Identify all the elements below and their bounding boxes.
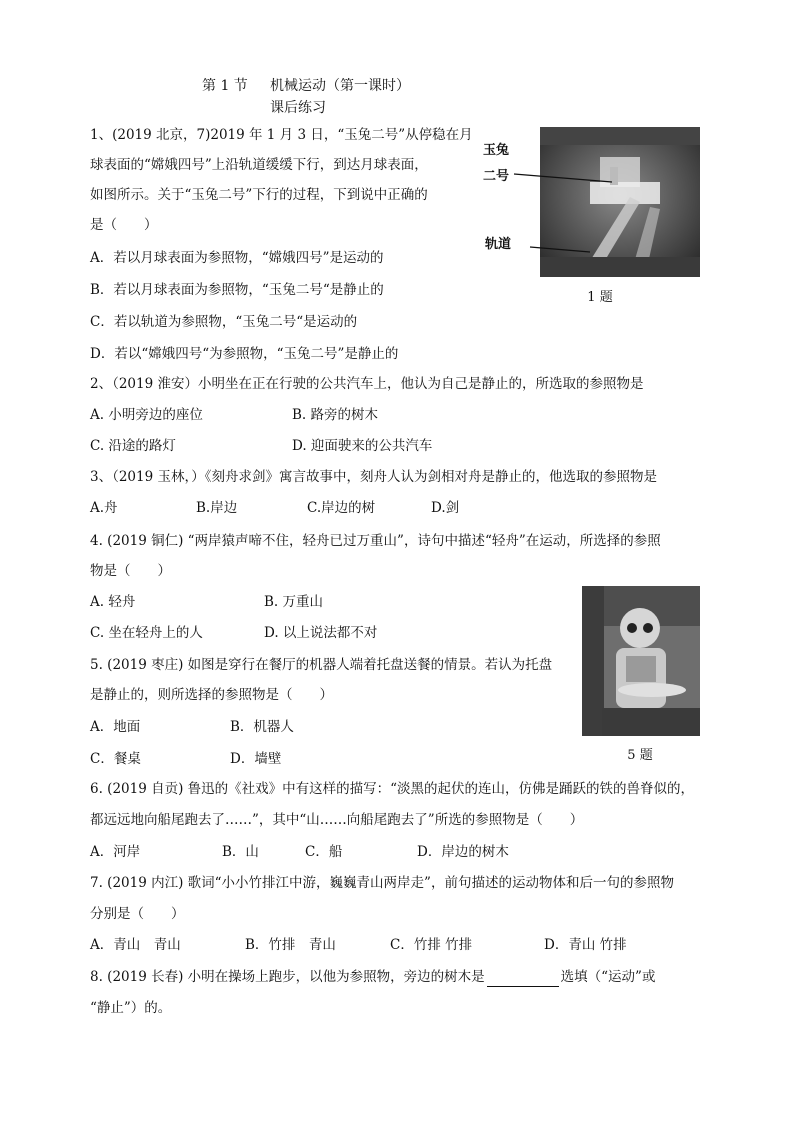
q4-option-d: D. 以上说法都不对: [264, 625, 378, 641]
figure1-pointer-lines: [500, 150, 640, 260]
q1-option-b: B．若以月球表面为参照物，“玉兔二号“是静止的: [90, 282, 384, 298]
q5-stem-line1: 5. (2019 枣庄) 如图是穿行在餐厅的机器人端着托盘送餐的情景。若认为托盘: [90, 657, 553, 673]
q1-stem-line3: 如图所示。关于“玉兔二号”下行的过程，下到说中正确的: [90, 187, 428, 203]
q8-answer-blank[interactable]: [487, 972, 559, 987]
q7-option-a: A．青山 青山: [90, 937, 181, 953]
section-number: 第 1 节: [202, 78, 248, 94]
q5-option-b: B．机器人: [230, 719, 294, 735]
q7-stem-line2: 分别是（ ）: [90, 906, 185, 922]
label-rabbit-line2: 二号: [483, 169, 510, 184]
q1-option-c: C．若以轨道为参照物，“玉兔二号“是运动的: [90, 314, 358, 330]
q1-stem-line4: 是（ ）: [90, 217, 158, 233]
q6-option-a: A．河岸: [90, 844, 141, 860]
label-rabbit-line1: 玉兔: [483, 143, 510, 158]
q5-option-a: A．地面: [90, 719, 141, 735]
q3-option-d: D.剑: [431, 500, 460, 516]
q5-stem-line2: 是静止的，则所选择的参照物是（ ）: [90, 687, 333, 703]
q4-stem-line2: 物是（ ）: [90, 563, 171, 579]
q3-option-a: A.舟: [90, 500, 118, 516]
q6-stem-line2: 都远远地向船尾跑去了……”，其中“山……向船尾跑去了”所选的参照物是（ ）: [90, 812, 584, 828]
q2-stem: 2、（2019 淮安）小明坐在正在行驶的公共汽车上，他认为自己是静止的，所选取的参照物是: [90, 376, 644, 392]
figure1-caption: 1 题: [587, 290, 613, 305]
q1-stem-line2: 球表面的“嫦娥四号”上沿轨道缓缓下行，到达月球表面，: [90, 157, 428, 173]
q2-option-c: C. 沿途的路灯: [90, 438, 176, 454]
q1-option-a: A．若以月球表面为参照物，“嫦娥四号”是运动的: [90, 250, 384, 266]
q1-option-d: D．若以“嫦娥四号“为参照物，“玉兔二号”是静止的: [90, 346, 399, 362]
q7-option-b: B．竹排 青山: [245, 937, 336, 953]
label-track: 轨道: [485, 237, 512, 252]
q7-stem-line1: 7. (2019 内江) 歌词“小小竹排江中游，巍巍青山两岸走”，前句描述的运动物体和后一句的参照物: [90, 875, 674, 891]
q2-option-d: D. 迎面驶来的公共汽车: [292, 438, 433, 454]
q8-stem-line2: “静止”）的。: [90, 1000, 172, 1016]
q3-option-b: B.岸边: [196, 500, 238, 516]
q8-stem-before-blank: 8. (2019 长春) 小明在操场上跑步，以他为参照物，旁边的树木是: [90, 969, 485, 985]
q6-stem-line1: 6. (2019 自贡) 鲁迅的《社戏》中有这样的描写：“淡黑的起伏的连山，仿佛是踊跃的铁的兽脊似的，: [90, 781, 695, 797]
q6-option-d: D．岸边的树木: [417, 844, 509, 860]
q4-option-c: C. 坐在轻舟上的人: [90, 625, 203, 641]
q4-option-b: B. 万重山: [264, 594, 324, 610]
q3-stem: 3、（2019 玉林，）《刻舟求剑》寓言故事中，刻舟人认为剑相对舟是静止的，他选取的参照物是: [90, 469, 657, 485]
q6-option-c: C．船: [305, 844, 343, 860]
figure5-caption: 5 题: [627, 748, 653, 763]
q5-option-d: D．墙壁: [230, 751, 282, 767]
q4-option-a: A. 轻舟: [90, 594, 136, 610]
q2-option-b: B. 路旁的树木: [292, 407, 379, 423]
q1-stem-line1: 1、(2019 北京，7)2019 年 1 月 3 日，“玉兔二号”从停稳在月: [90, 127, 473, 143]
q7-option-c: C．竹排 竹排: [390, 937, 473, 953]
q6-option-b: B．山: [222, 844, 259, 860]
q8-stem-line1: [90, 967, 655, 987]
section-topic: 机械运动（第一课时）: [270, 78, 410, 94]
restaurant-robot-photo: [582, 586, 700, 736]
q2-option-a: A. 小明旁边的座位: [90, 407, 203, 423]
q8-stem-after-blank: 选填（“运动”或: [560, 969, 656, 985]
page-subtitle: 课后练习: [270, 100, 326, 116]
q4-stem-line1: 4. (2019 铜仁) “两岸猿声啼不住，轻舟已过万重山”，诗句中描述“轻舟”在运动，所选择的参照: [90, 533, 661, 549]
q5-option-c: C．餐桌: [90, 751, 141, 767]
q7-option-d: D．青山 竹排: [544, 937, 627, 953]
q3-option-c: C.岸边的树: [307, 500, 376, 516]
